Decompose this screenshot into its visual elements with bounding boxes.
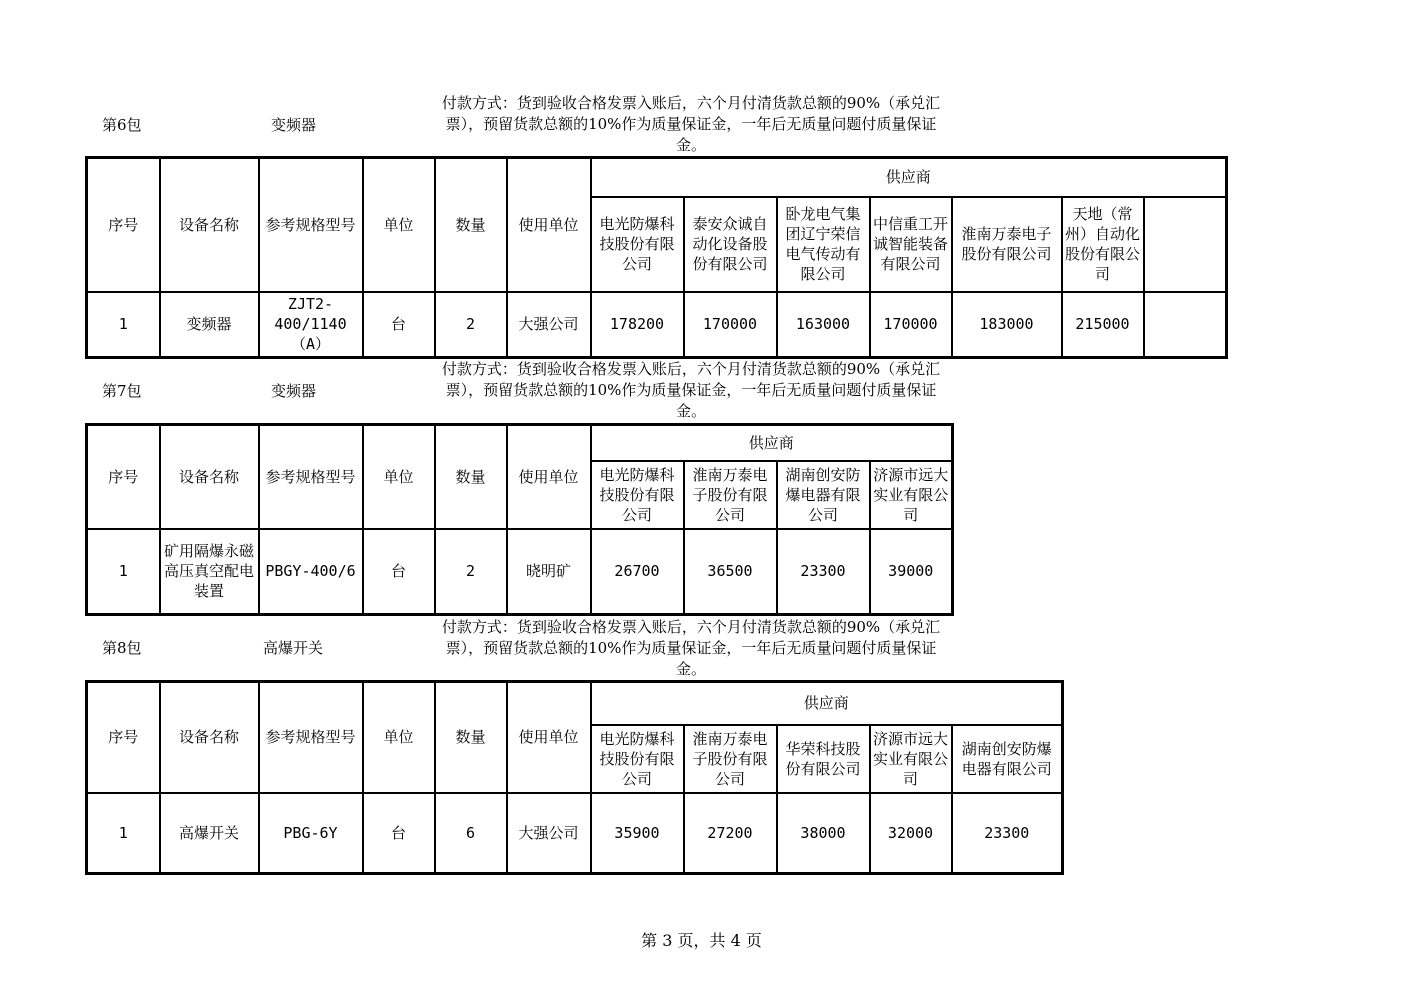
row-qty: 2 [435, 529, 507, 615]
supplier-name: 淮南万泰电子股份有限公司 [684, 461, 777, 529]
supplier-name: 天地（常州）自动化股份有限公司 [1062, 197, 1144, 292]
row-seq: 1 [87, 292, 160, 358]
page-footer: 第 3 页，共 4 页 [641, 931, 762, 950]
package-label: 第6包 [102, 116, 142, 134]
price-cell-empty [1144, 292, 1227, 358]
supplier-name: 湖南创安防爆电器有限公司 [952, 725, 1063, 793]
row-name: 矿用隔爆永磁高压真空配电装置 [160, 529, 259, 615]
supplier-group-header: 供应商 [591, 425, 953, 461]
row-spec: PBGY-400/6 [259, 529, 363, 615]
table-row [87, 529, 953, 615]
payment-terms: 付款方式：货到验收合格发票入账后，六个月付清货款总额的90%（承兑汇票），预留货款总额的10%作为质量保证金，一年后无质量问题付质量保证金。 [441, 94, 941, 154]
col-header-unit: 单位 [363, 158, 435, 292]
payment-terms: 付款方式：货到验收合格发票入账后，六个月付清货款总额的90%（承兑汇票），预留货款总额的10%作为质量保证金，一年后无质量问题付质量保证金。 [441, 360, 941, 420]
price-cell: 27200 [684, 793, 777, 874]
col-header-name: 设备名称 [160, 682, 259, 793]
row-qty: 2 [435, 292, 507, 358]
row-seq: 1 [87, 793, 160, 874]
quote-table-package-8 [85, 680, 1064, 875]
row-name: 变频器 [160, 292, 259, 358]
quote-table-package-7 [85, 423, 954, 616]
supplier-name: 中信重工开诚智能装备有限公司 [870, 197, 952, 292]
row-spec: ZJT2-400/1140（A） [259, 292, 363, 358]
payment-terms: 付款方式：货到验收合格发票入账后，六个月付清货款总额的90%（承兑汇票），预留货款总额的10%作为质量保证金，一年后无质量问题付质量保证金。 [441, 618, 941, 678]
package-product: 变频器 [271, 116, 317, 134]
price-cell: 23300 [777, 529, 870, 615]
price-cell: 183000 [952, 292, 1062, 358]
supplier-name: 电光防爆科技股份有限公司 [591, 461, 684, 529]
col-header-qty: 数量 [435, 158, 507, 292]
supplier-name: 济源市远大实业有限公司 [870, 461, 953, 529]
row-qty: 6 [435, 793, 507, 874]
price-cell: 170000 [870, 292, 952, 358]
row-user: 大强公司 [507, 793, 591, 874]
price-cell: 36500 [684, 529, 777, 615]
package-product: 变频器 [271, 382, 317, 400]
col-header-qty: 数量 [435, 425, 507, 529]
col-header-seq: 序号 [87, 158, 160, 292]
price-cell: 178200 [591, 292, 684, 358]
package-label: 第8包 [102, 639, 142, 657]
supplier-name: 电光防爆科技股份有限公司 [591, 725, 684, 793]
table-row [87, 793, 1063, 874]
col-header-seq: 序号 [87, 425, 160, 529]
col-header-spec: 参考规格型号 [259, 158, 363, 292]
col-header-user: 使用单位 [507, 682, 591, 793]
row-user: 晓明矿 [507, 529, 591, 615]
row-unit: 台 [363, 529, 435, 615]
price-cell: 26700 [591, 529, 684, 615]
col-header-spec: 参考规格型号 [259, 425, 363, 529]
price-cell: 35900 [591, 793, 684, 874]
supplier-group-header: 供应商 [591, 158, 1227, 197]
supplier-name: 济源市远大实业有限公司 [870, 725, 952, 793]
package-product: 高爆开关 [263, 639, 324, 657]
supplier-name: 湖南创安防爆电器有限公司 [777, 461, 870, 529]
row-unit: 台 [363, 292, 435, 358]
supplier-name-empty [1144, 197, 1227, 292]
table-row [87, 292, 1227, 358]
row-user: 大强公司 [507, 292, 591, 358]
row-unit: 台 [363, 793, 435, 874]
row-spec: PBG-6Y [259, 793, 363, 874]
supplier-group-header: 供应商 [591, 682, 1063, 725]
price-cell: 170000 [684, 292, 777, 358]
col-header-name: 设备名称 [160, 425, 259, 529]
col-header-unit: 单位 [363, 425, 435, 529]
price-cell: 38000 [777, 793, 870, 874]
col-header-spec: 参考规格型号 [259, 682, 363, 793]
col-header-unit: 单位 [363, 682, 435, 793]
row-seq: 1 [87, 529, 160, 615]
price-cell: 32000 [870, 793, 952, 874]
col-header-user: 使用单位 [507, 425, 591, 529]
supplier-name: 华荣科技股份有限公司 [777, 725, 870, 793]
supplier-name: 卧龙电气集团辽宁荣信电气传动有限公司 [777, 197, 870, 292]
supplier-name: 淮南万泰电子股份有限公司 [952, 197, 1062, 292]
price-cell: 163000 [777, 292, 870, 358]
col-header-qty: 数量 [435, 682, 507, 793]
price-cell: 39000 [870, 529, 953, 615]
row-name: 高爆开关 [160, 793, 259, 874]
package-label: 第7包 [102, 382, 142, 400]
quote-table-package-6 [85, 156, 1228, 359]
supplier-name: 电光防爆科技股份有限公司 [591, 197, 684, 292]
supplier-name: 淮南万泰电子股份有限公司 [684, 725, 777, 793]
col-header-name: 设备名称 [160, 158, 259, 292]
col-header-user: 使用单位 [507, 158, 591, 292]
price-cell: 215000 [1062, 292, 1144, 358]
col-header-seq: 序号 [87, 682, 160, 793]
price-cell: 23300 [952, 793, 1063, 874]
supplier-name: 泰安众诚自动化设备股份有限公司 [684, 197, 777, 292]
